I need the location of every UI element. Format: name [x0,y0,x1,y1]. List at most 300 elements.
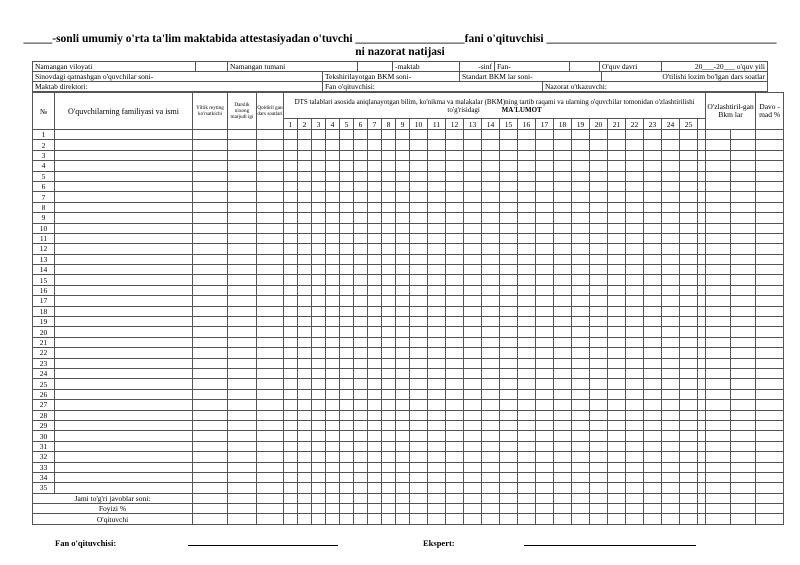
table-cell [257,150,284,160]
table-cell [428,410,446,420]
table-cell [662,400,680,410]
table-cell [464,462,482,472]
table-cell [680,275,698,285]
table-cell [706,192,731,202]
table-cell [312,254,326,264]
table-cell [298,337,312,347]
table-cell [340,171,354,181]
table-cell [298,244,312,254]
otilishi-label: O'tilishi lozim bo'lgan dars soatlar [602,72,768,82]
table-cell [662,140,680,150]
table-cell [554,244,572,254]
table-cell [428,202,446,212]
tekshirilayotgan-label: Tekshirilayotgan BKM soni- [323,72,460,82]
table-cell [626,441,644,451]
table-cell [446,368,464,378]
table-cell [644,202,662,212]
table-cell [482,379,500,389]
table-cell [464,368,482,378]
table-cell [340,213,354,223]
table-cell [608,150,626,160]
table-cell [464,150,482,160]
table-cell [326,202,340,212]
table-cell [354,441,368,451]
table-cell [312,472,326,482]
table-cell [500,358,518,368]
table-cell [572,431,590,441]
table-cell [536,317,554,327]
table-cell [410,389,428,399]
table-cell [536,410,554,420]
table-cell [518,223,536,233]
table-row [33,130,784,140]
table-cell [428,254,446,264]
table-cell [536,337,554,347]
table-cell [446,161,464,171]
table-cell [731,296,756,306]
table-cell [706,514,731,524]
table-cell [284,337,298,347]
table-cell [446,296,464,306]
col-rating-header: Yillik reyting ko'rsatkichi [193,93,228,130]
table-cell [312,130,326,140]
table-cell [662,379,680,389]
table-cell [608,358,626,368]
table-cell [410,317,428,327]
table-row [33,410,784,420]
summary-label: O'qituvchi [33,514,193,524]
table-cell [382,150,396,160]
row-number: 31 [33,441,55,451]
table-cell [396,483,410,493]
table-cell [482,140,500,150]
table-cell [590,514,608,524]
table-cell [368,472,382,482]
table-cell [731,358,756,368]
table-cell [590,337,608,347]
table-cell [354,504,368,514]
bkm-number-header: 13 [464,119,482,130]
table-cell [536,327,554,337]
table-cell [228,150,257,160]
table-cell [284,192,298,202]
teacher-signature-line [188,545,338,546]
table-cell [590,348,608,358]
table-cell [410,254,428,264]
table-cell [340,358,354,368]
table-cell [354,233,368,243]
table-cell [608,254,626,264]
table-cell [706,181,731,191]
table-cell [662,244,680,254]
table-cell [500,348,518,358]
table-cell [756,161,784,171]
table-cell [644,493,662,503]
table-cell [55,275,193,285]
table-cell [662,514,680,524]
table-cell [482,441,500,451]
row-number: 26 [33,389,55,399]
table-cell [756,327,784,337]
table-cell [312,358,326,368]
table-cell [228,140,257,150]
table-row [33,254,784,264]
table-cell [312,181,326,191]
table-cell [644,233,662,243]
table-cell [680,452,698,462]
table-cell [55,171,193,181]
table-cell [608,504,626,514]
table-cell [706,254,731,264]
table-cell [482,254,500,264]
table-cell [326,483,340,493]
table-cell [193,504,228,514]
table-cell [482,192,500,202]
table-cell [572,400,590,410]
table-cell [368,161,382,171]
table-cell [382,181,396,191]
table-cell [590,441,608,451]
table-cell [644,192,662,202]
table-cell [662,337,680,347]
table-cell [500,514,518,524]
table-cell [698,441,706,451]
table-cell [698,296,706,306]
table-cell [554,472,572,482]
table-cell [326,296,340,306]
table-cell [228,493,257,503]
table-cell [298,275,312,285]
table-cell [590,285,608,295]
table-cell [464,275,482,285]
table-cell [340,150,354,160]
table-cell [608,441,626,451]
table-cell [572,327,590,337]
col-textbook-header: Darslik nixong marjudl igi [228,93,257,130]
table-cell [340,483,354,493]
table-cell [626,265,644,275]
table-cell [590,306,608,316]
table-cell [662,171,680,181]
table-cell [228,317,257,327]
table-cell [354,202,368,212]
table-cell [662,306,680,316]
bkm-number-header: 3 [312,119,326,130]
table-cell [698,244,706,254]
table-cell [680,171,698,181]
table-cell [698,379,706,389]
table-cell [572,514,590,524]
table-cell [368,306,382,316]
table-cell [644,244,662,254]
table-cell [698,202,706,212]
table-cell [284,389,298,399]
table-cell [396,265,410,275]
table-cell [193,285,228,295]
table-cell [572,348,590,358]
table-cell [662,130,680,140]
table-cell [368,285,382,295]
table-cell [396,285,410,295]
table-cell [554,327,572,337]
table-cell [482,233,500,243]
table-cell [298,348,312,358]
summary-row [33,493,784,503]
table-row [33,306,784,316]
table-cell [228,213,257,223]
table-row [33,244,784,254]
table-cell [193,265,228,275]
table-cell [464,244,482,254]
table-cell [731,441,756,451]
table-cell [257,441,284,451]
table-cell [368,368,382,378]
table-cell [590,265,608,275]
table-cell [354,431,368,441]
table-cell [756,306,784,316]
table-cell [382,233,396,243]
col-number-header: № [33,93,55,130]
table-cell [518,202,536,212]
table-row [33,223,784,233]
table-cell [698,431,706,441]
table-cell [464,192,482,202]
table-cell [518,171,536,181]
table-cell [554,358,572,368]
table-cell [428,192,446,202]
table-cell [428,389,446,399]
table-cell [284,140,298,150]
table-cell [396,452,410,462]
table-cell [428,368,446,378]
table-cell [55,181,193,191]
table-cell [312,504,326,514]
table-cell [312,410,326,420]
table-cell [55,389,193,399]
table-cell [518,140,536,150]
table-cell [228,368,257,378]
table-cell [396,431,410,441]
table-cell [410,233,428,243]
table-cell [626,285,644,295]
table-cell [572,420,590,430]
table-row [33,462,784,472]
table-cell [284,368,298,378]
bkm-number-header: 10 [410,119,428,130]
table-cell [706,130,731,140]
direktor-label: Maktab direktori: [33,82,323,92]
table-cell [326,171,340,181]
table-cell [626,306,644,316]
table-cell [731,233,756,243]
oquv-davri-label: O'quv davri [600,62,662,72]
table-cell [572,192,590,202]
table-cell [312,337,326,347]
table-cell [482,358,500,368]
table-cell [446,213,464,223]
table-cell [228,483,257,493]
table-cell [500,462,518,472]
table-cell [354,348,368,358]
bkm-number-header: 5 [340,119,354,130]
table-cell [626,514,644,524]
table-cell [55,348,193,358]
table-cell [608,130,626,140]
table-cell [446,358,464,368]
table-cell [536,400,554,410]
table-cell [284,161,298,171]
table-cell [706,472,731,482]
table-cell [706,462,731,472]
table-cell [518,452,536,462]
table-cell [284,285,298,295]
table-cell [756,140,784,150]
table-cell [446,504,464,514]
table-cell [55,161,193,171]
table-cell [410,244,428,254]
table-cell [500,140,518,150]
table-cell [446,275,464,285]
table-cell [464,296,482,306]
table-cell [428,306,446,316]
table-cell [326,140,340,150]
table-cell [228,161,257,171]
table-cell [382,504,396,514]
table-cell [284,265,298,275]
table-cell [410,462,428,472]
table-row [33,181,784,191]
table-cell [284,410,298,420]
table-cell [590,202,608,212]
table-cell [340,472,354,482]
table-cell [500,431,518,441]
table-cell [55,296,193,306]
table-cell [464,254,482,264]
table-cell [518,420,536,430]
table-cell [608,410,626,420]
table-cell [410,202,428,212]
table-cell [428,181,446,191]
table-cell [536,452,554,462]
table-cell [698,493,706,503]
table-cell [482,472,500,482]
col-name-header: O'quvchilarning familiyasi va ismi [55,93,193,130]
table-cell [368,213,382,223]
row-number: 33 [33,462,55,472]
dts-bold-label: MA'LUMOT [501,105,542,114]
table-cell [518,181,536,191]
table-cell [731,483,756,493]
table-cell [706,504,731,514]
sinovdagi-label: Sinovdagi qatnashgan o'quvchilar soni- [33,72,323,82]
table-cell [340,493,354,503]
table-cell [228,192,257,202]
table-cell [257,140,284,150]
table-cell [368,337,382,347]
table-cell [368,493,382,503]
table-cell [662,472,680,482]
table-cell [608,223,626,233]
table-cell [382,140,396,150]
table-cell [756,348,784,358]
table-cell [698,254,706,264]
row-number: 25 [33,379,55,389]
table-cell [536,285,554,295]
table-cell [731,389,756,399]
table-cell [396,462,410,472]
table-cell [536,420,554,430]
table-cell [731,514,756,524]
table-cell [590,368,608,378]
table-cell [354,306,368,316]
table-cell [590,181,608,191]
table-cell [572,285,590,295]
table-cell [608,368,626,378]
table-cell [731,400,756,410]
sinf-label: -sinf [460,62,495,72]
table-row [33,420,784,430]
table-cell [326,150,340,160]
table-cell [626,181,644,191]
row-number: 20 [33,327,55,337]
table-cell [572,504,590,514]
table-cell [193,130,228,140]
table-cell [706,368,731,378]
table-cell [340,462,354,472]
table-cell [428,514,446,524]
table-cell [396,150,410,160]
table-row [33,161,784,171]
table-cell [340,348,354,358]
table-cell [500,420,518,430]
table-cell [698,130,706,140]
table-cell [706,150,731,160]
table-cell [626,296,644,306]
table-cell [680,285,698,295]
table-cell [482,171,500,181]
table-cell [326,327,340,337]
table-cell [354,493,368,503]
fan-label: Fan- [495,62,570,72]
table-cell [518,327,536,337]
table-cell [55,441,193,451]
table-cell [298,254,312,264]
table-cell [731,244,756,254]
table-cell [644,327,662,337]
table-cell [382,431,396,441]
table-cell [193,181,228,191]
table-cell [396,192,410,202]
bkm-blank-header [698,119,706,130]
table-cell [536,379,554,389]
table-cell [368,431,382,441]
table-cell [326,431,340,441]
table-cell [756,213,784,223]
table-cell [382,483,396,493]
table-cell [298,420,312,430]
table-cell [354,161,368,171]
table-cell [518,431,536,441]
table-cell [464,379,482,389]
table-cell [396,244,410,254]
table-cell [382,420,396,430]
table-cell [368,400,382,410]
table-cell [482,223,500,233]
table-cell [326,244,340,254]
bkm-number-header: 20 [590,119,608,130]
table-cell [312,431,326,441]
table-cell [396,161,410,171]
